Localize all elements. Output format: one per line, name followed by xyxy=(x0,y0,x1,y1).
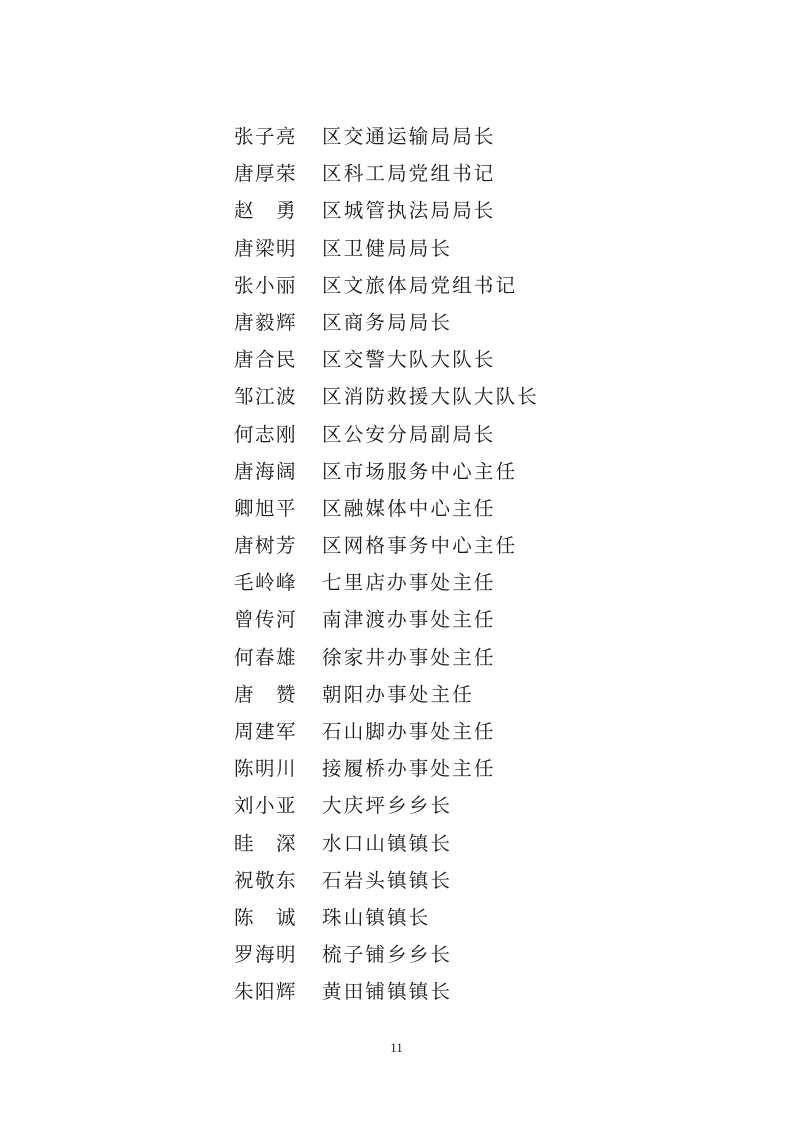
person-title: 南津渡办事处主任 xyxy=(322,608,496,632)
list-item xyxy=(234,267,539,304)
person-title: 区城管执法局局长 xyxy=(322,199,496,223)
person-name: 唐厚荣 xyxy=(234,162,298,186)
person-name: 唐树芳 xyxy=(234,534,298,558)
list-item xyxy=(234,564,539,601)
person-name: 陈 诚 xyxy=(234,905,298,929)
list-item xyxy=(234,973,539,1010)
person-title: 区交警大队大队长 xyxy=(322,348,496,372)
list-item xyxy=(234,155,539,192)
list-item xyxy=(234,304,539,341)
person-title: 徐家井办事处主任 xyxy=(322,645,496,669)
person-title: 区融媒体中心主任 xyxy=(322,496,496,520)
person-name: 唐海阔 xyxy=(234,459,298,483)
list-item xyxy=(234,230,539,267)
person-title: 区商务局局长 xyxy=(322,310,453,334)
person-name: 刘小亚 xyxy=(234,794,298,818)
person-name: 周建军 xyxy=(234,720,298,743)
person-name: 唐毅辉 xyxy=(234,310,298,334)
page-number: 11 xyxy=(390,1040,403,1055)
list-item xyxy=(234,527,539,564)
person-title: 七里店办事处主任 xyxy=(322,571,496,595)
list-item xyxy=(234,490,539,527)
list-item xyxy=(234,936,539,973)
list-item xyxy=(234,862,539,899)
person-name: 朱阳辉 xyxy=(234,980,298,1004)
list-item xyxy=(234,899,539,936)
list-item xyxy=(234,676,539,713)
person-name: 唐梁明 xyxy=(234,236,298,260)
person-title: 区公安分局副局长 xyxy=(322,422,496,446)
list-item xyxy=(234,601,539,638)
person-name: 祝敬东 xyxy=(234,868,298,892)
person-name: 陈明川 xyxy=(234,757,298,781)
person-title: 水口山镇镇长 xyxy=(322,831,453,855)
list-item xyxy=(234,192,539,229)
list-item xyxy=(234,453,539,490)
list-item xyxy=(234,378,539,415)
person-title: 黄田铺镇镇长 xyxy=(322,980,453,1004)
person-title: 接履桥办事处主任 xyxy=(322,757,496,781)
person-name: 张子亮 xyxy=(234,125,298,148)
list-item xyxy=(234,341,539,378)
person-name: 何春雄 xyxy=(234,645,298,669)
person-title: 区科工局党组书记 xyxy=(322,162,496,186)
list-item xyxy=(234,787,539,824)
person-title: 珠山镇镇长 xyxy=(322,905,431,929)
person-name: 唐合民 xyxy=(234,348,298,372)
person-title: 区消防救援大队大队长 xyxy=(322,385,540,409)
person-name: 邹江波 xyxy=(234,385,298,409)
person-name: 何志刚 xyxy=(234,422,298,446)
member-list xyxy=(234,118,539,1011)
person-title: 大庆坪乡乡长 xyxy=(322,794,453,818)
person-name: 罗海明 xyxy=(234,943,298,967)
person-title: 区交通运输局局长 xyxy=(322,125,496,148)
person-name: 唐 赞 xyxy=(234,682,298,706)
person-title: 区市场服务中心主任 xyxy=(322,459,518,483)
person-title: 朝阳办事处主任 xyxy=(322,682,474,706)
person-title: 石山脚办事处主任 xyxy=(322,720,496,743)
list-item xyxy=(234,639,539,676)
person-title: 石岩头镇镇长 xyxy=(322,868,453,892)
person-name: 卿旭平 xyxy=(234,496,298,520)
list-item xyxy=(234,118,539,155)
list-item xyxy=(234,713,539,750)
person-name: 眭 深 xyxy=(234,831,298,855)
person-name: 赵 勇 xyxy=(234,199,298,223)
list-item xyxy=(234,750,539,787)
person-title: 区文旅体局党组书记 xyxy=(322,273,518,297)
person-name: 毛岭峰 xyxy=(234,571,298,595)
person-title: 区网格事务中心主任 xyxy=(322,534,518,558)
person-name: 张小丽 xyxy=(234,273,298,297)
list-item xyxy=(234,825,539,862)
person-title: 梳子铺乡乡长 xyxy=(322,943,453,967)
person-name: 曾传河 xyxy=(234,608,298,632)
person-title: 区卫健局局长 xyxy=(322,236,453,260)
list-item xyxy=(234,416,539,453)
